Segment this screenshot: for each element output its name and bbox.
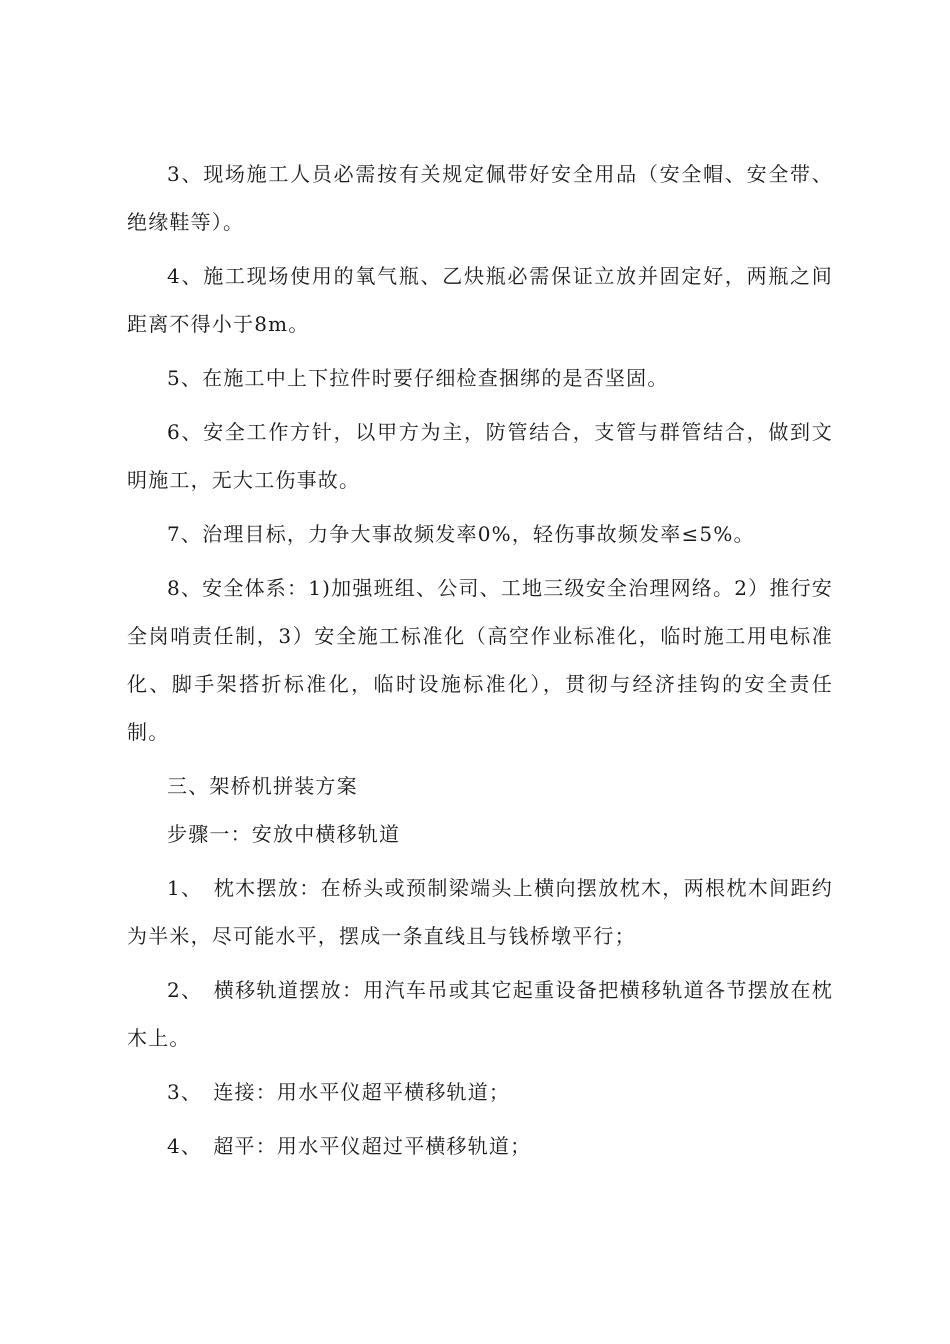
section-heading-assembly-plan: 三、架桥机拼装方案 (167, 774, 358, 798)
document-body (127, 150, 833, 1170)
paragraph-management-target: 7、治理目标，力争大事故频发率0%，轻伤事故频发率≤5%。 (167, 522, 755, 546)
paragraph-safety-system: 8、安全体系：1)加强班组、公司、工地三级安全治理网络。2）推行安全岗哨责任制，3）安全施工标准化（高空作业标准化，临时施工用电标准化、脚手架搭折标准化，临时设施标准化），贯彻与经济挂钩的安全责任制。 (127, 576, 833, 744)
paragraph-gas-cylinders: 4、施工现场使用的氧气瓶、乙炔瓶必需保证立放并固定好，两瓶之间距离不得小于8m。 (127, 264, 833, 336)
step-heading-one: 步骤一：安放中横移轨道 (167, 822, 401, 846)
paragraph-safety-equipment: 3、现场施工人员必需按有关规定佩带好安全用品（安全帽、安全带、绝缘鞋等）。 (127, 162, 833, 234)
paragraph-rail-placement: 2、 横移轨道摆放：用汽车吊或其它起重设备把横移轨道各节摆放在枕木上。 (127, 978, 833, 1050)
paragraph-leveling: 4、 超平：用水平仪超过平横移轨道； (167, 1134, 532, 1158)
paragraph-safety-policy: 6、安全工作方针，以甲方为主，防管结合，支管与群管结合，做到文明施工，无大工伤事故。 (127, 420, 833, 492)
paragraph-lifting-check: 5、在施工中上下拉件时要仔细检查捆绑的是否坚固。 (167, 366, 669, 390)
paragraph-sleeper-placement: 1、 枕木摆放：在桥头或预制梁端头上横向摆放枕木，两根枕木间距约为半米，尽可能水平，摆成一条直线且与钱桥墩平行； (127, 876, 833, 948)
paragraph-connection: 3、 连接：用水平仪超平横移轨道； (167, 1080, 511, 1104)
